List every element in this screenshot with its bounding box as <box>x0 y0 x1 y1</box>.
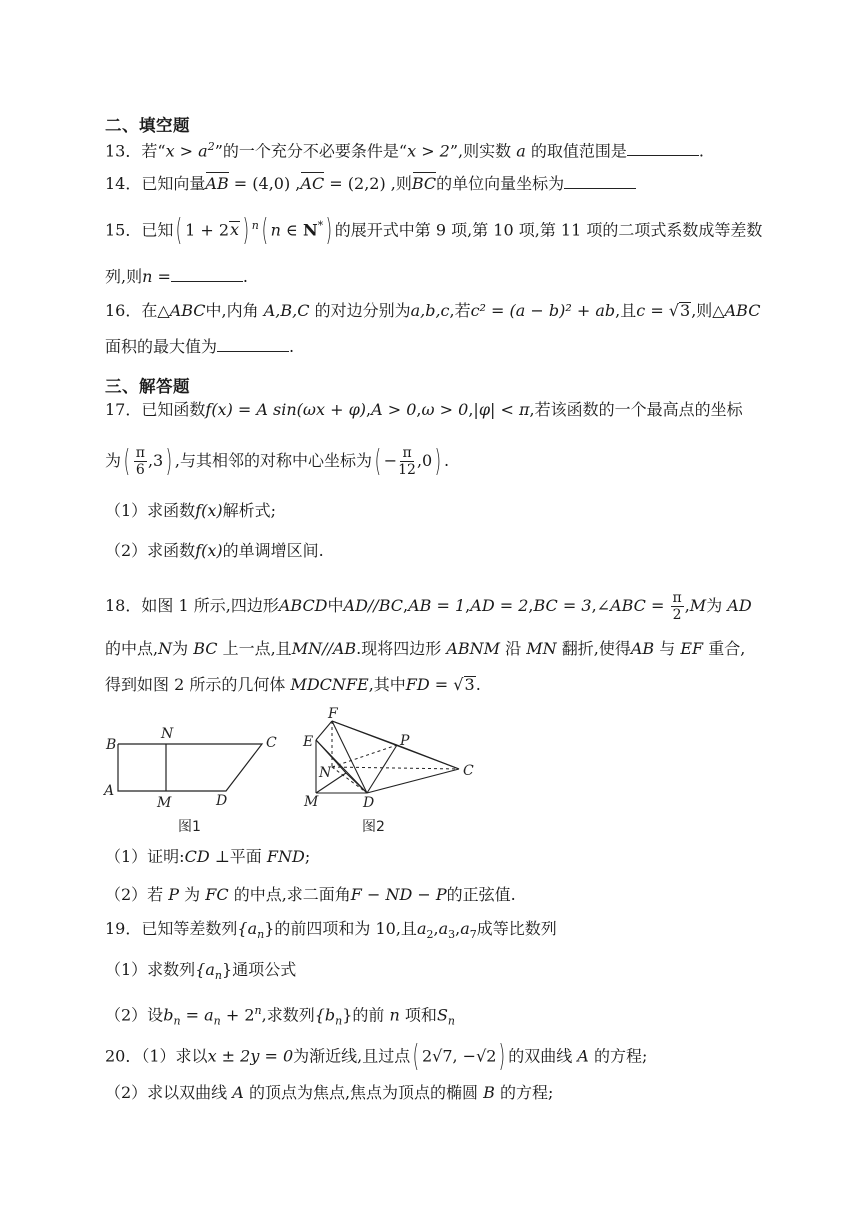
question-20-part2: （2）求以双曲线 A 的顶点为焦点,焦点为顶点的椭圆 B 的方程; <box>105 1083 554 1102</box>
question-18-line2: 的中点,N为 BC 上一点,且MN//AB.现将四边形 ABNM 沿 MN 翻折,使得AB 与 EF 重合, <box>105 639 746 658</box>
answer-blank[interactable] <box>171 267 243 282</box>
question-18-part2: （2）若 P 为 FC 的中点,求二面角F − ND − P的正弦值. <box>105 885 516 904</box>
question-15-line2: 列,则n = . <box>105 267 248 286</box>
figure-2-caption: 图2 <box>362 819 385 835</box>
question-17-line2: 为( $\frac{\pi}{6}$ ,3) ,与其相邻的对称中心坐标为( − $\frac{\pi}{12}$ ,0) . <box>105 443 450 479</box>
label-P: P <box>400 733 410 749</box>
figure-2-hidden-edges <box>332 721 459 793</box>
label-C: C <box>463 763 474 779</box>
label-F: F <box>328 706 338 722</box>
question-18-line3: 得到如图 2 所示的几何体 MDCNFE,其中FD = √3. <box>105 675 481 694</box>
figure-1-caption: 图1 <box>178 819 201 835</box>
label-C: C <box>266 735 277 751</box>
question-18-part1: （1）证明:CD ⊥平面 FND; <box>105 847 311 866</box>
question-18: 18．如图 1 所示,四边形ABCD中AD//BC,AB = 1,AD = 2,BC = 3,∠ABC = $\frac{\pi}{2}$ ,M为 AD <box>105 590 752 623</box>
label-A: A <box>104 783 115 799</box>
question-19: 19．已知等差数列$\{a_n\}$的前四项和为 10,且$a_2,a_3,a_7$成等比数列 <box>105 919 557 942</box>
answer-blank[interactable] <box>627 141 699 156</box>
label-M: M <box>157 795 172 811</box>
question-20: 20．（1）求以x ± 2y = 0为渐近线,且过点( 2√7, −√2) 的双曲线 A 的方程; <box>105 1039 648 1074</box>
question-16: 16．在△ABC中,内角 A,B,C 的对边分别为a,b,c,若c² = (a − b)² + ab,且c = √3,则△ABC <box>105 301 761 320</box>
question-15: 15．已知( 1 + 2x ) $^n$( n ∈ N*) 的展开式中第 9 项,第 10 项,第 11 项的二项式系数成等差数 <box>105 212 763 248</box>
question-17-part2: （2）求函数f(x)的单调增区间. <box>105 541 324 560</box>
question-17-part1: （1）求函数f(x)解析式; <box>105 501 277 520</box>
label-N: N <box>161 726 174 742</box>
label-E: E <box>303 734 314 750</box>
question-17: 17．已知函数f(x) = A sin(ωx + φ),A > 0,ω > 0,|φ| < π,若该函数的一个最高点的坐标 <box>105 400 743 419</box>
section-heading-fill-blank: 二、填空题 <box>105 116 190 135</box>
label-B: B <box>106 737 117 753</box>
question-16-line2: 面积的最大值为 . <box>105 337 295 356</box>
question-19-part1: （1）求数列$\{a_n\}$通项公式 <box>105 960 297 983</box>
label-D: D <box>216 793 228 809</box>
question-19-part2: （2）设$b_n = a_n + 2^n$,求数列$\{b_n\}$的前 n 项和$S_n$ <box>105 1004 455 1028</box>
answer-blank[interactable] <box>564 174 636 189</box>
figure-2-solid <box>316 721 459 793</box>
question-13: 13．若“$x > a^2$”的一个充分不必要条件是“x > 2”,则实数 a 的取值范围是 . <box>105 140 704 161</box>
question-14: 14．已知向量AB = (4,0) ,AC = (2,2) ,则BC的单位向量坐标为 <box>105 173 636 195</box>
section-heading-solve: 三、解答题 <box>105 377 190 396</box>
label-M: M <box>304 794 319 810</box>
answer-blank[interactable] <box>217 337 289 352</box>
label-D: D <box>363 795 375 811</box>
geometry-figures <box>100 705 490 840</box>
figure-1-trapezoid <box>118 744 262 791</box>
label-N: N <box>319 765 332 781</box>
